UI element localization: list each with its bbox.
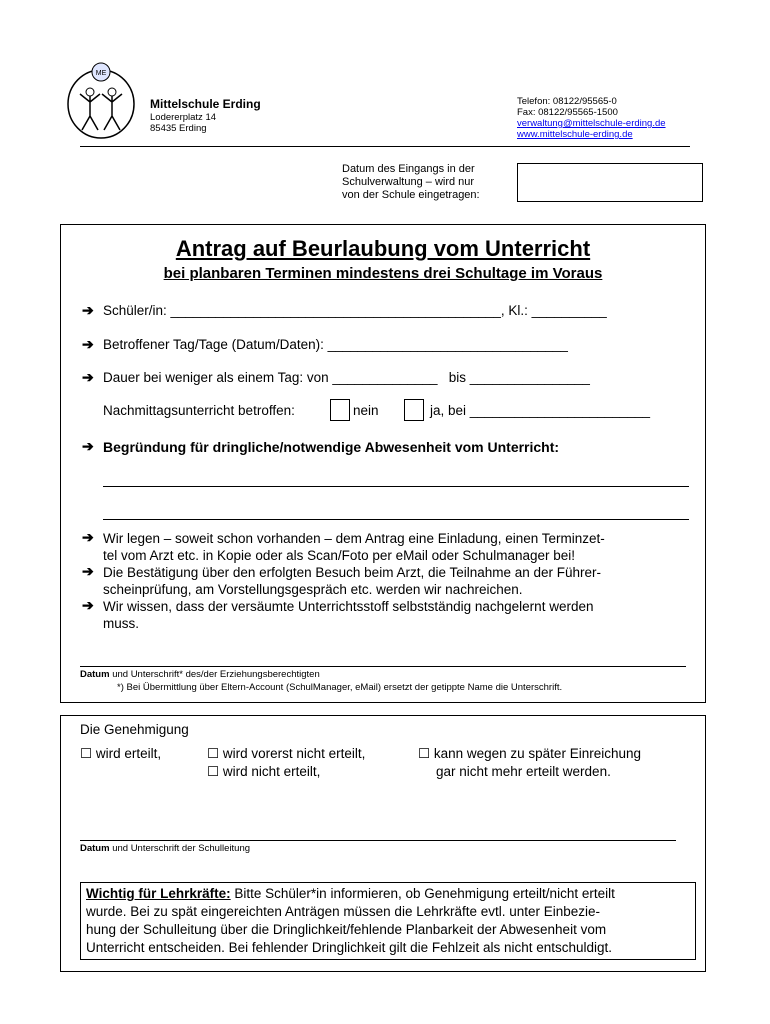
begruendung-heading: Begründung für dringliche/notwendige Abwesenheit vom Unterricht: bbox=[103, 439, 560, 455]
form-title: Antrag auf Beurlaubung vom Unterricht bbox=[175, 236, 591, 261]
arrow-icon: ➔ bbox=[82, 336, 94, 352]
tage-field[interactable]: Betroffener Tag/Tage (Datum/Daten): ________________________________ bbox=[103, 337, 568, 352]
address-city: 85435 Erding bbox=[150, 123, 207, 134]
eingang-note-line: Schulverwaltung – wird nur bbox=[342, 176, 475, 188]
begruendung-line[interactable] bbox=[103, 486, 689, 487]
fax-number: Fax: 08122/95565-1500 bbox=[517, 107, 618, 118]
principal-signature-line[interactable] bbox=[80, 840, 676, 841]
ja-checkbox[interactable] bbox=[404, 399, 424, 421]
form-subtitle: bei planbaren Terminen mindestens drei Schultage im Voraus bbox=[163, 265, 603, 282]
hint-line: Die Bestätigung über den erfolgten Besuch beim Arzt, die Teilnahme an der Führer- bbox=[103, 565, 602, 580]
nachmittag-label: Nachmittagsunterricht betroffen: bbox=[103, 403, 295, 418]
notice-line: hung der Schulleitung über die Dringlichkeit/fehlende Planbarkeit der Abwesenheit vom bbox=[86, 922, 607, 937]
address-street: Lodererplatz 14 bbox=[150, 112, 217, 123]
hint-line: Wir wissen, dass der versäumte Unterrichtsstoff selbstständig nachgelernt werden bbox=[103, 599, 594, 614]
nein-checkbox[interactable] bbox=[330, 399, 350, 421]
parent-signature-label bbox=[80, 669, 320, 680]
approval-option-too-late-cont: gar nicht mehr erteilt werden. bbox=[436, 764, 611, 779]
svg-text:ME: ME bbox=[95, 70, 107, 77]
eingang-note bbox=[342, 163, 512, 202]
notice-label: Wichtig für Lehrkräfte: bbox=[86, 886, 231, 901]
signature-footnote: *) Bei Übermittlung über Eltern-Account (SchulManager, eMail) ersetzt der getippte Name die Unterschrift. bbox=[117, 682, 563, 693]
header-divider bbox=[80, 146, 690, 147]
signature-rest-label: und Unterschrift der Schulleitung bbox=[109, 843, 251, 854]
notice-first-line: Bitte Schüler*in informieren, ob Genehmigung erteilt/nicht erteilt bbox=[230, 886, 615, 901]
arrow-icon: ➔ bbox=[82, 529, 94, 545]
hint-invitation bbox=[103, 530, 605, 564]
signature-date-label: Datum bbox=[80, 669, 110, 680]
principal-signature-label bbox=[80, 843, 250, 854]
signature-rest-label: und Unterschrift* des/der Erziehungsberechtigten bbox=[109, 669, 320, 680]
begruendung-line[interactable] bbox=[103, 519, 689, 520]
arrow-icon: ➔ bbox=[82, 563, 94, 579]
approval-option-not-yet[interactable]: ☐ wird vorerst nicht erteilt, bbox=[207, 746, 366, 761]
approval-option-granted[interactable]: ☐ wird erteilt, bbox=[80, 746, 162, 761]
ja-field[interactable]: ja, bei ________________________ bbox=[430, 403, 650, 418]
arrow-icon: ➔ bbox=[82, 302, 94, 318]
notice-line: wurde. Bei zu spät eingereichten Anträgen müssen die Lehrkräfte evtl. unter Einbezie- bbox=[86, 904, 601, 919]
signature-date-label: Datum bbox=[80, 843, 110, 854]
notice-line bbox=[86, 885, 690, 903]
notice-line: Unterricht entscheiden. Bei fehlender Dringlichkeit gilt die Fehlzeit als nicht entschuldigt. bbox=[86, 940, 613, 955]
hint-confirmation bbox=[103, 564, 601, 598]
hint-line: scheinprüfung, am Vorstellungsgespräch etc. werden wir nachreichen. bbox=[103, 582, 523, 597]
dauer-field[interactable]: Dauer bei weniger als einem Tag: von ______________ bis ________________ bbox=[103, 370, 590, 385]
arrow-icon: ➔ bbox=[82, 438, 94, 454]
eingang-note-line: von der Schule eingetragen: bbox=[342, 189, 480, 201]
approval-option-too-late[interactable]: ☐ kann wegen zu später Einreichung bbox=[418, 746, 641, 761]
school-logo bbox=[60, 58, 142, 148]
arrow-icon: ➔ bbox=[82, 597, 94, 613]
parent-signature-line[interactable] bbox=[80, 666, 686, 667]
approval-heading: Die Genehmigung bbox=[80, 722, 189, 737]
nein-label: nein bbox=[353, 403, 379, 418]
arrow-icon: ➔ bbox=[82, 369, 94, 385]
phone-number: Telefon: 08122/95565-0 bbox=[517, 96, 617, 107]
website-link[interactable]: www.mittelschule-erding.de bbox=[517, 129, 633, 140]
eingang-note-line: Datum des Eingangs in der bbox=[342, 163, 475, 175]
teacher-notice-text bbox=[86, 885, 690, 957]
hint-line: muss. bbox=[103, 616, 140, 631]
hint-learning bbox=[103, 598, 593, 632]
schueler-field[interactable]: Schüler/in: ____________________________________________, Kl.: __________ bbox=[103, 303, 607, 318]
hint-line: tel vom Arzt etc. in Kopie oder als Scan/Foto per eMail oder Schulmanager bei! bbox=[103, 548, 575, 563]
approval-option-denied[interactable]: ☐ wird nicht erteilt, bbox=[207, 764, 321, 779]
hint-line: Wir legen – soweit schon vorhanden – dem Antrag eine Einladung, einen Terminzet- bbox=[103, 531, 605, 546]
eingang-date-field[interactable] bbox=[517, 163, 703, 202]
school-name: Mittelschule Erding bbox=[150, 97, 261, 111]
email-link[interactable]: verwaltung@mittelschule-erding.de bbox=[517, 118, 666, 129]
